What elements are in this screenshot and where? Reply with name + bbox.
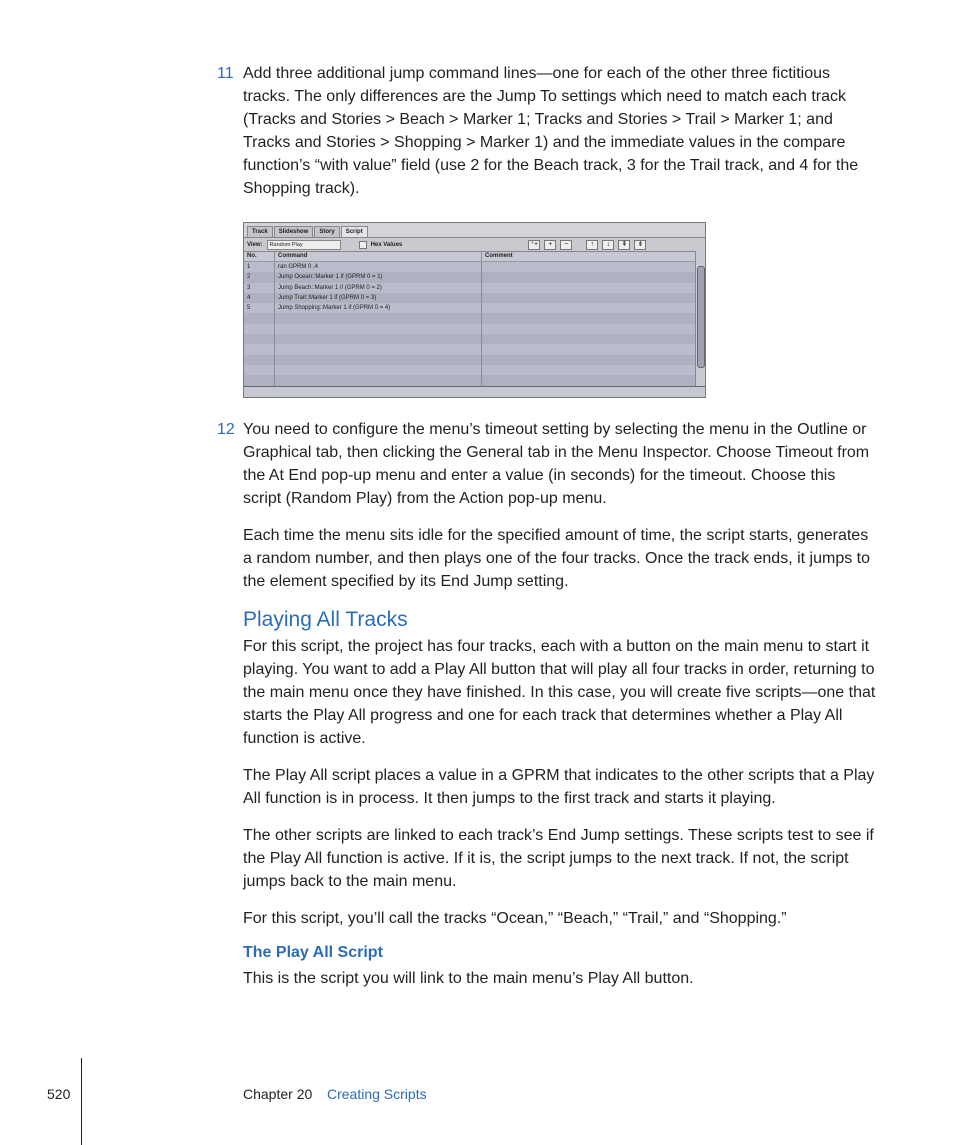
table-row bbox=[244, 283, 705, 293]
tab-bar bbox=[244, 223, 705, 238]
script-editor-screenshot bbox=[243, 222, 706, 398]
empty-row bbox=[244, 355, 705, 365]
empty-row bbox=[244, 375, 705, 385]
row-no: 1 bbox=[244, 262, 275, 272]
paragraph: For this script, the project has four tracks, each with a button on the main menu to start it playing. You want to add a Play All button that will play all four tracks in order, returning to the main menu once they have finished. In this case, you will create five scripts—one that starts the Play All progress and one for each track that determines whether a Play All function is active. bbox=[243, 638, 876, 747]
paragraph: The Play All script places a value in a GPRM that indicates to the other scripts that a Play All function is in process. It then jumps to the first track and starts it playing. bbox=[243, 767, 875, 807]
view-label: View: bbox=[247, 241, 263, 248]
table-row bbox=[244, 272, 705, 282]
paragraph: Each time the menu sits idle for the specified amount of time, the script starts, generates a random number, and then plays one of the four tracks. Once the track ends, it jumps to the element specified by its End Jump setting. bbox=[243, 527, 871, 590]
step-text: Add three additional jump command lines—one for each of the other three fictitious tracks. The only differences are the Jump To settings which need to match each track (Tracks and Stories > Beach > Marker 1; Tracks and Stories > Trail > Marker 1; and Tracks and Stories > Shopping > Marker 1) and the immediate values in the compare function’s “with value” field (use 2 for the Beach track, 3 for the Trail track, and 4 for the Shopping track). bbox=[243, 65, 859, 197]
step-text: You need to configure the menu’s timeout setting by selecting the menu in the Outline or Graphical tab, then clicking the General tab in the Menu Inspector. Choose Timeout from the At End pop-up menu and enter a value (in seconds) for the timeout. Choose this script (Random Play) from the Action pop-up menu. bbox=[243, 421, 870, 507]
page-number: 520 bbox=[47, 1086, 71, 1102]
paragraph: This is the script you will link to the main menu’s Play All button. bbox=[243, 970, 694, 987]
empty-row bbox=[244, 344, 705, 354]
paragraph: For this script, you’ll call the tracks “Ocean,” “Beach,” “Trail,” and “Shopping.” bbox=[243, 910, 787, 927]
empty-row bbox=[244, 365, 705, 375]
row-no: 3 bbox=[244, 283, 275, 293]
hex-values-checkbox bbox=[359, 241, 367, 249]
empty-row bbox=[244, 334, 705, 344]
paragraph: The other scripts are linked to each track’s End Jump settings. These scripts test to see if the Play All function is active. If it is, the script jumps to the next track. If not, the script jumps back to the main menu. bbox=[243, 827, 874, 890]
table-row bbox=[244, 293, 705, 303]
col-command: Command bbox=[275, 252, 482, 261]
row-comment bbox=[482, 262, 705, 272]
footer-divider bbox=[81, 1058, 82, 1145]
chapter-title-link[interactable]: Creating Scripts bbox=[327, 1086, 427, 1102]
row-no: 5 bbox=[244, 303, 275, 313]
view-select: Random Play bbox=[267, 240, 341, 250]
row-comment bbox=[482, 272, 705, 282]
table-row bbox=[244, 262, 705, 272]
insert-button: ⁺+ bbox=[528, 240, 540, 250]
scroll-thumb bbox=[697, 266, 705, 368]
scrollbar bbox=[695, 251, 705, 387]
tab-story: Story bbox=[314, 226, 339, 237]
tab-track: Track bbox=[247, 226, 273, 237]
step-number: 12 bbox=[217, 421, 235, 438]
section-heading: Playing All Tracks bbox=[243, 608, 408, 631]
step-number: 11 bbox=[217, 65, 234, 82]
status-bar bbox=[244, 386, 705, 397]
remove-button: − bbox=[560, 240, 572, 250]
row-no: 2 bbox=[244, 272, 275, 282]
row-command: Jump Beach::Marker 1 if (GPRM 0 = 2) bbox=[275, 283, 482, 293]
move-top-button: ⇞ bbox=[618, 240, 630, 250]
toolbar bbox=[244, 238, 705, 252]
row-comment bbox=[482, 283, 705, 293]
table-header bbox=[244, 252, 705, 262]
tab-script: Script bbox=[341, 226, 368, 237]
move-down-button: ↓ bbox=[602, 240, 614, 250]
chapter-label: Chapter 20 bbox=[243, 1086, 313, 1102]
row-command: Jump Shopping::Marker 1 if (GPRM 0 = 4) bbox=[275, 303, 482, 313]
add-button: + bbox=[544, 240, 556, 250]
move-bottom-button: ⇟ bbox=[634, 240, 646, 250]
empty-row bbox=[244, 324, 705, 334]
empty-row bbox=[244, 313, 705, 323]
subheading: The Play All Script bbox=[243, 944, 383, 961]
row-command: Jump Trail::Marker 1 if (GPRM 0 = 3) bbox=[275, 293, 482, 303]
row-comment bbox=[482, 303, 705, 313]
row-command: Jump Ocean::Marker 1 if (GPRM 0 = 1) bbox=[275, 272, 482, 282]
row-no: 4 bbox=[244, 293, 275, 303]
col-no: No. bbox=[244, 252, 275, 261]
row-comment bbox=[482, 293, 705, 303]
hex-values-label: Hex Values bbox=[370, 241, 403, 248]
row-command: ran GPRM 0 ,4 bbox=[275, 262, 482, 272]
tab-slideshow: Slideshow bbox=[274, 226, 314, 237]
col-comment: Comment bbox=[485, 253, 513, 259]
move-up-button: ↑ bbox=[586, 240, 598, 250]
table-row bbox=[244, 303, 705, 313]
command-table bbox=[244, 262, 705, 396]
